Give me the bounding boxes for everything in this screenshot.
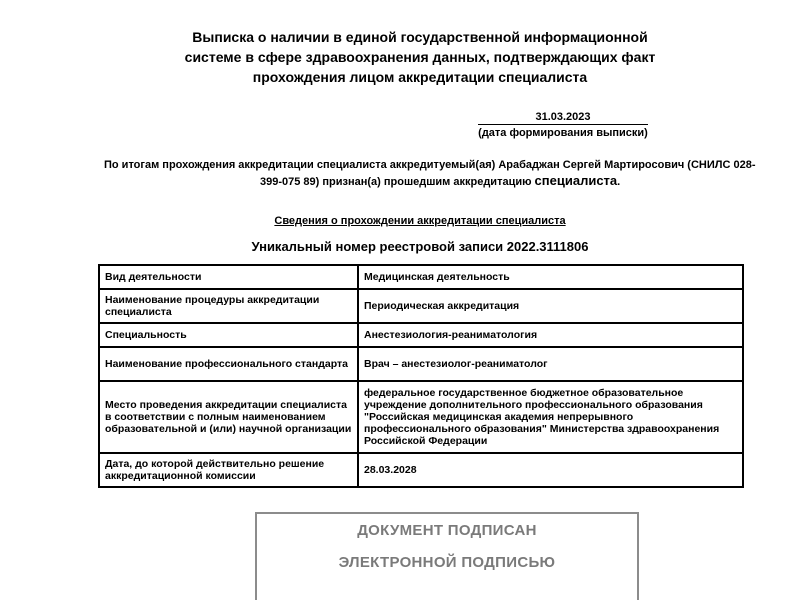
statement-line-2-emphasis: специалиста bbox=[534, 173, 618, 188]
table-row bbox=[99, 289, 743, 323]
row-value: Периодическая аккредитация bbox=[358, 289, 743, 323]
formation-date-value: 31.03.2023 bbox=[478, 110, 648, 125]
stamp-line-1: ДОКУМЕНТ ПОДПИСАН bbox=[357, 522, 537, 539]
title-line-1: Выписка о наличии в единой государственной информационной bbox=[192, 29, 648, 45]
row-value: Медицинская деятельность bbox=[358, 265, 743, 289]
statement-line-2-end: . bbox=[617, 176, 621, 188]
table-row bbox=[99, 381, 743, 453]
table-row bbox=[99, 265, 743, 289]
stamp-line-2: ЭЛЕКТРОННОЙ ПОДПИСЬЮ bbox=[338, 554, 556, 571]
row-value: Врач – анестезиолог-реаниматолог bbox=[358, 347, 743, 381]
table-row bbox=[99, 347, 743, 381]
table-row bbox=[99, 453, 743, 487]
row-key: Специальность bbox=[99, 323, 358, 347]
electronic-signature-stamp bbox=[255, 512, 639, 600]
row-value: Анестезиология-реаниматология bbox=[358, 323, 743, 347]
statement-line-1: По итогам прохождения аккредитации специалиста аккредитуемый(ая) Арабаджан Сергей Мартиросович (СНИЛС 028- bbox=[104, 159, 756, 171]
row-key: Вид деятельности bbox=[99, 265, 358, 289]
title-line-2: системе в сфере здравоохранения данных, подтверждающих факт bbox=[184, 49, 656, 65]
row-key: Место проведения аккредитации специалиста в соответствии с полным наименованием образовательной и (или) научной организации bbox=[99, 381, 358, 453]
statement-line-2 bbox=[104, 173, 754, 190]
row-key: Наименование профессионального стандарта bbox=[99, 347, 358, 381]
table-row bbox=[99, 323, 743, 347]
document-title bbox=[150, 27, 690, 87]
section-heading-text: Сведения о прохождении аккредитации специалиста bbox=[274, 215, 566, 227]
accreditation-statement bbox=[104, 158, 754, 190]
row-key: Наименование процедуры аккредитации специалиста bbox=[99, 289, 358, 323]
section-heading bbox=[0, 214, 800, 228]
row-value: федеральное государственное бюджетное образовательное учреждение дополнительного профессионального образования "Российская медицинская академия непрерывного профессионального образования" Министерства здравоохранения Российской Федерации bbox=[358, 381, 743, 453]
title-line-3: прохождения лицом аккредитации специалиста bbox=[252, 69, 588, 85]
formation-date-caption: (дата формирования выписки) bbox=[478, 127, 648, 139]
accreditation-table bbox=[98, 264, 744, 488]
row-value: 28.03.2028 bbox=[358, 453, 743, 487]
statement-line-2-start: 399-075 89) признан(а) прошедшим аккредитацию bbox=[260, 176, 535, 188]
row-key: Дата, до которой действительно решение аккредитационной комиссии bbox=[99, 453, 358, 487]
registry-number: Уникальный номер реестровой записи 2022.3111806 bbox=[251, 239, 589, 254]
